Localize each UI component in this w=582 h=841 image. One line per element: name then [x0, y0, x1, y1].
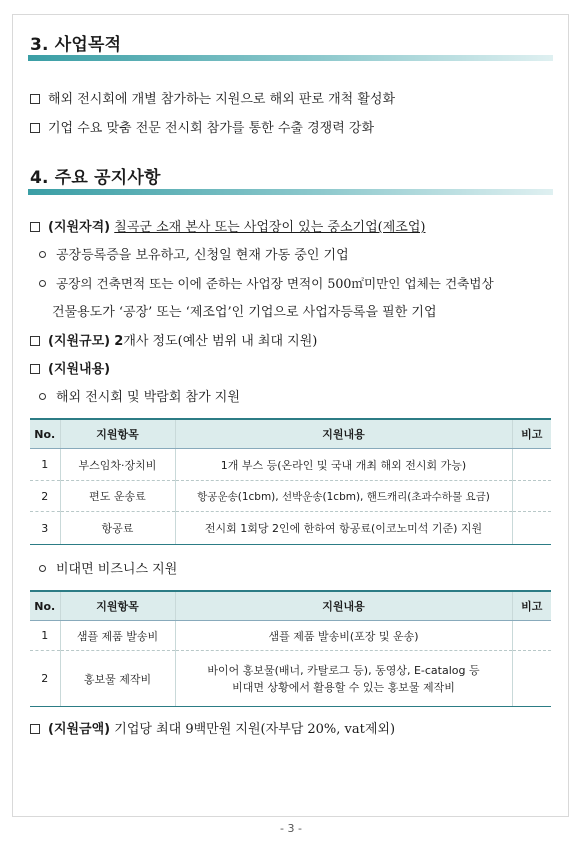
- table-row: 3 항공료 전시회 1회당 2인에 한하여 항공료(이코노미석 기준) 지원: [30, 512, 551, 545]
- scale-line: (지원규모) 2개사 정도(예산 범위 내 최대 지원): [30, 330, 317, 349]
- table-row: 1 샘플 제품 발송비 샘플 제품 발송비(포장 및 운송): [30, 621, 551, 651]
- qualification-sub-2-cont: 건물용도가 ‘공장’ 또는 ‘제조업’인 기업으로 사업자등록을 필한 기업: [52, 305, 437, 320]
- qualification-line: (지원자격) 칠곡군 소재 본사 또는 사업장이 있는 중소기업(제조업): [30, 216, 425, 235]
- col-no: No.: [30, 591, 60, 621]
- table-row: 2 홍보물 제작비 바이어 홍보물(배너, 카탈로그 등), 동영상, E-catalog 등 비대면 상황에서 활용할 수 있는 홍보물 제작비: [30, 651, 551, 707]
- page-number: - 3 -: [280, 822, 302, 835]
- square-bullet-icon: [30, 123, 40, 133]
- circle-bullet-icon: [39, 565, 46, 572]
- col-item: 지원항목: [60, 419, 175, 449]
- square-bullet-icon: [30, 364, 40, 374]
- col-note: 비고: [512, 591, 551, 621]
- amount-line: (지원금액) 기업당 최대 9백만원 지원(자부담 20%, vat제외): [30, 718, 395, 737]
- section-3-rule: [28, 55, 553, 61]
- square-bullet-icon: [30, 222, 40, 232]
- col-no: No.: [30, 419, 60, 449]
- qualification-sub-2: 공장의 건축면적 또는 이에 준하는 사업장 면적이 500㎡미만인 업체는 건축법상: [30, 273, 494, 292]
- circle-bullet-icon: [39, 251, 46, 258]
- circle-bullet-icon: [39, 280, 46, 287]
- purpose-item-2: 기업 수요 맞춤 전문 전시회 참가를 통한 수출 경쟁력 강화: [30, 117, 374, 136]
- section-4-rule: [28, 189, 553, 195]
- col-content: 지원내용: [175, 591, 512, 621]
- content-line: (지원내용): [30, 358, 110, 377]
- content-sub-1: 해외 전시회 및 박람회 참가 지원: [30, 386, 240, 405]
- table-row: 2 편도 운송료 항공운송(1cbm), 선박운송(1cbm), 핸드캐리(초과수하물 요금): [30, 481, 551, 512]
- section-4-title: 4. 주요 공지사항: [30, 168, 161, 188]
- qualification-sub-1: 공장등록증을 보유하고, 신청일 현재 가동 중인 기업: [30, 244, 349, 263]
- square-bullet-icon: [30, 724, 40, 734]
- purpose-item-1: 해외 전시회에 개별 참가하는 지원으로 해외 판로 개척 활성화: [30, 88, 395, 107]
- col-content: 지원내용: [175, 419, 512, 449]
- square-bullet-icon: [30, 336, 40, 346]
- content-sub-2: 비대면 비즈니스 지원: [30, 558, 177, 577]
- circle-bullet-icon: [39, 393, 46, 400]
- table-row: 1 부스임차·장치비 1개 부스 등(온라인 및 국내 개최 해외 전시회 가능): [30, 449, 551, 481]
- section-3-title: 3. 사업목적: [30, 35, 122, 55]
- col-item: 지원항목: [60, 591, 175, 621]
- support-table-2: [30, 590, 551, 707]
- support-table-1: [30, 418, 551, 545]
- col-note: 비고: [512, 419, 551, 449]
- square-bullet-icon: [30, 94, 40, 104]
